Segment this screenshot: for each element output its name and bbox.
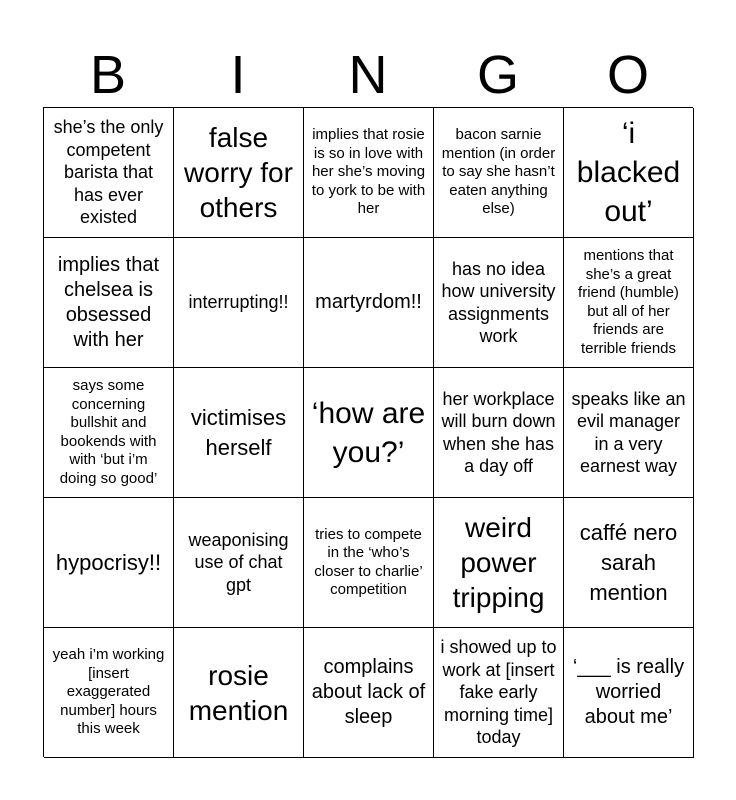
bingo-cell-r4c2[interactable] — [174, 498, 304, 628]
header-letter-i: I — [230, 45, 246, 105]
bingo-cell-r4c1[interactable] — [44, 498, 174, 628]
bingo-cell-r5c5[interactable] — [564, 628, 694, 758]
cell-text: her workplace will burn down when she has a day off — [441, 388, 556, 476]
cell-text: weird power tripping — [452, 512, 545, 613]
cell-text: false worry for others — [184, 122, 293, 223]
cell-text: hypocrisy!! — [55, 549, 162, 575]
cell-text: victimises herself — [190, 404, 287, 460]
bingo-cell-r5c4[interactable] — [434, 628, 564, 758]
cell-text: caffé nero sarah mention — [579, 519, 678, 605]
bingo-cell-r3c4[interactable] — [434, 368, 564, 498]
cell-text: tries to compete in the ‘who’s closer to charlie’ competition — [314, 525, 423, 598]
cell-text: has no idea how university assignments work — [441, 258, 556, 346]
cell-text: says some concerning bullshit and bookends with with ‘but i’m doing so good’ — [59, 377, 158, 487]
header-letter-o: O — [606, 45, 649, 105]
bingo-cell-r2c4[interactable] — [434, 238, 564, 368]
bingo-cell-r5c1[interactable] — [44, 628, 174, 758]
bingo-cell-r3c3[interactable] — [304, 368, 434, 498]
bingo-cell-r1c3[interactable] — [304, 108, 434, 238]
bingo-cell-r5c2[interactable] — [174, 628, 304, 758]
cell-text: weaponising use of chat gpt — [188, 529, 289, 595]
cell-text: speaks like an evil manager in a very earnest way — [571, 388, 686, 476]
cell-text: martyrdom!! — [315, 291, 422, 313]
cell-text: bacon sarnie mention (in order to say she hasn’t eaten anything else) — [441, 126, 556, 218]
bingo-cell-r1c2[interactable] — [174, 108, 304, 238]
bingo-cell-r1c1[interactable] — [44, 108, 174, 238]
cell-text: rosie mention — [188, 659, 289, 726]
bingo-header — [43, 44, 693, 106]
bingo-cell-r3c2[interactable] — [174, 368, 304, 498]
bingo-cell-r2c3[interactable] — [304, 238, 434, 368]
bingo-cell-r2c1[interactable] — [44, 238, 174, 368]
bingo-cell-r3c5[interactable] — [564, 368, 694, 498]
bingo-cell-r4c4[interactable] — [434, 498, 564, 628]
cell-text: mentions that she’s a great friend (humble) but all of her friends are terrible friends — [578, 247, 679, 357]
header-letter-g: G — [476, 45, 519, 105]
bingo-cell-r4c3[interactable] — [304, 498, 434, 628]
bingo-cell-r1c5[interactable] — [564, 108, 694, 238]
bingo-cell-r1c4[interactable] — [434, 108, 564, 238]
cell-text: ‘___ is really worried about me’ — [572, 656, 685, 728]
cell-text: interrupting!! — [188, 292, 289, 313]
cell-text: ‘how are you?’ — [311, 396, 426, 469]
bingo-grid — [43, 107, 693, 757]
cell-text: i showed up to work at [insert fake early morning time] today — [440, 637, 557, 748]
header-letter-b: B — [89, 45, 127, 105]
cell-text: implies that chelsea is obsessed with her — [57, 253, 160, 351]
cell-text: ‘i blacked out’ — [576, 117, 681, 228]
bingo-cell-r2c2[interactable] — [174, 238, 304, 368]
bingo-cell-r4c5[interactable] — [564, 498, 694, 628]
header-letter-n: N — [348, 45, 388, 105]
cell-text: yeah i’m working [insert exaggerated number] hours this week — [52, 646, 165, 738]
cell-text: implies that rosie is so in love with her she’s moving to york to be with her — [311, 126, 426, 218]
cell-text: she’s the only competent barista that has ever existed — [53, 117, 164, 228]
cell-text: complains about lack of sleep — [311, 656, 426, 728]
bingo-cell-r2c5[interactable] — [564, 238, 694, 368]
bingo-cell-r3c1[interactable] — [44, 368, 174, 498]
bingo-cell-r5c3[interactable] — [304, 628, 434, 758]
